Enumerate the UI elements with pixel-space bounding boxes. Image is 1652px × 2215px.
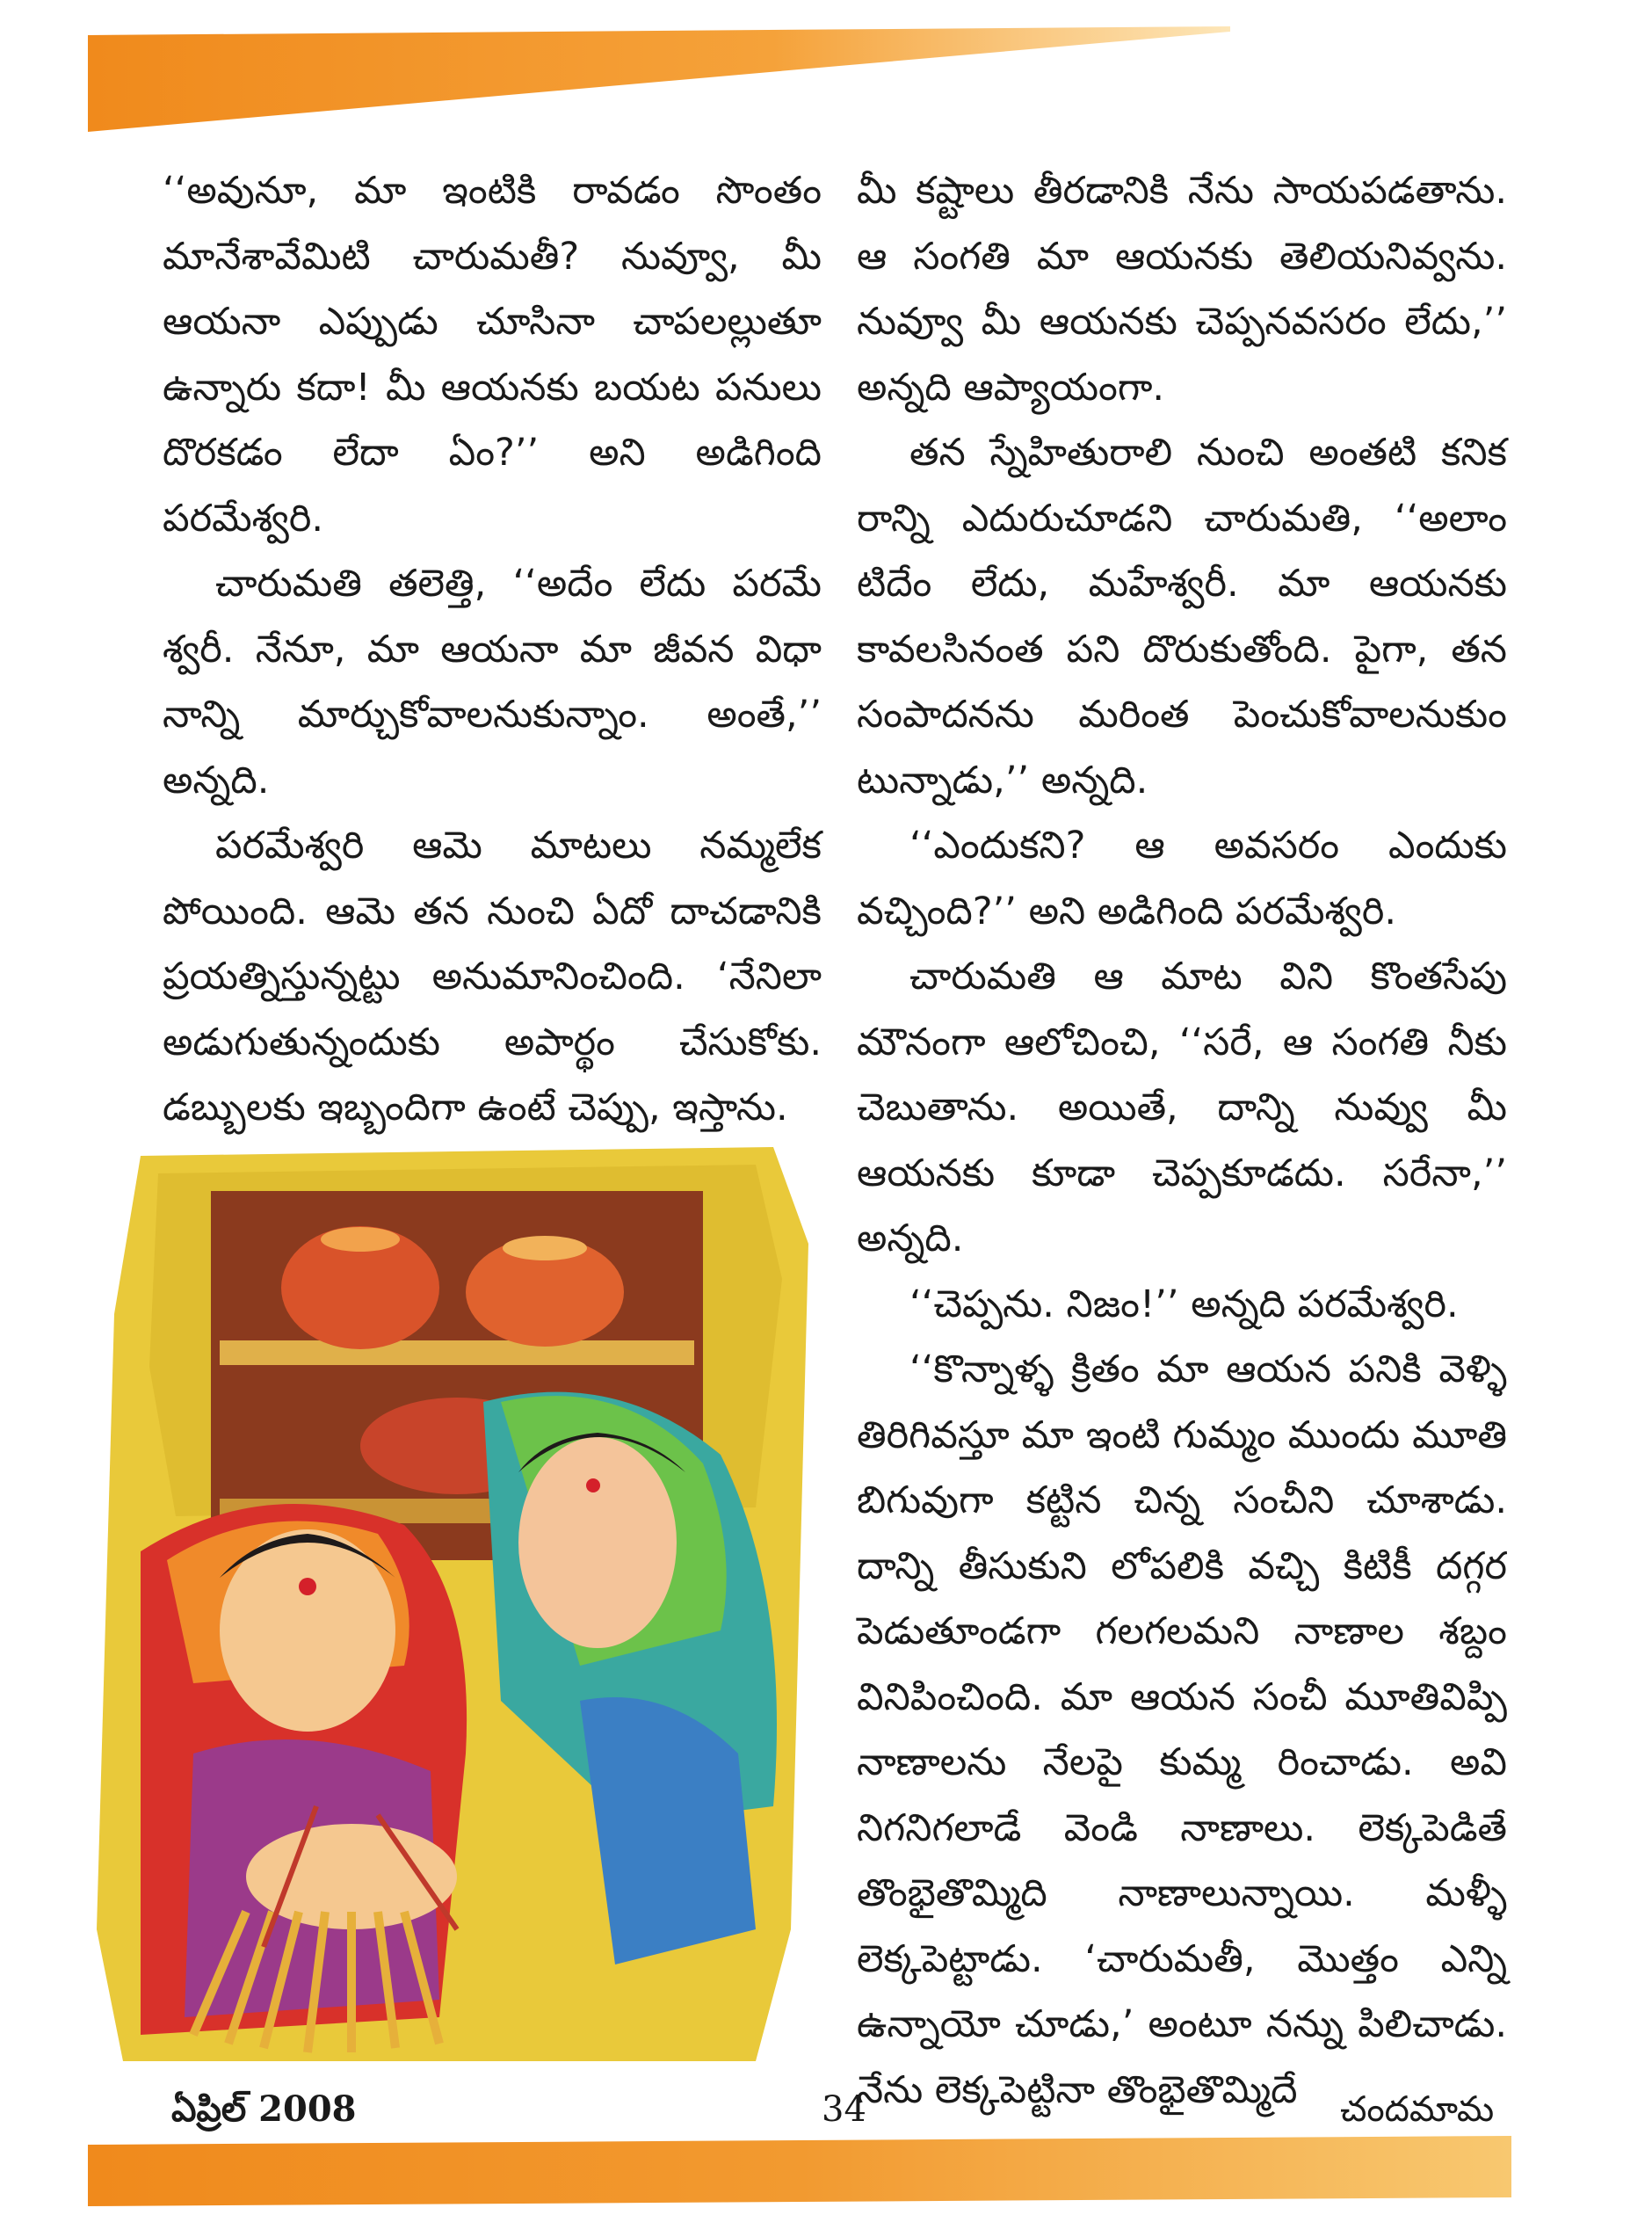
paragraph: ‘‘చెప్పను. నిజం!’’ అన్నది పరమేశ్వరి. (909, 1282, 1459, 1326)
paragraph: తన స్నేహితురాలి నుంచి అంతటి కనిక రాన్ని ఎదురుచూడని చారుమతి, ‘‘అలాం టిదేం లేదు, మహేశ్వరీ. మా ఆయనకు కావలసినంత పని దొరుకుతోంది. పైగా, తన సంపాదనను మరింత పెంచుకోవాలనుకుం టున్నాడు,’’ అన్నది. (857, 431, 1507, 802)
bottom-decorative-band (88, 2127, 1511, 2206)
paragraph: మీ కష్టాలు తీరడానికి నేను సాయపడతాను. ఆ సంగతి మా ఆయనకు తెలియనివ్వను. నువ్వూ మీ ఆయనకు చెప్పనవసరం లేదు,’’ అన్నది ఆప్యాయంగా. (857, 169, 1507, 410)
top-decorative-band (88, 26, 1230, 132)
paragraph: ‘‘ఎందుకని? ఆ అవసరం ఎందుకు వచ్చింది?’’ అని అడిగింది పరమేశ్వరి. (857, 824, 1507, 933)
paragraph: చారుమతి తలెత్తి, ‘‘అదేం లేదు పరమే శ్వరీ. నేనూ, మా ఆయనా మా జీవన విధా నాన్ని మార్చుకోవాలనుకున్నాం. అంతే,’’ అన్నది. (163, 562, 822, 802)
paragraph: ‘‘కొన్నాళ్ళ క్రితం మా ఆయన పనికి వెళ్ళి తిరిగివస్తూ మా ఇంటి గుమ్మం ముందు మూతి బిగువుగా కట్టిన చిన్న సంచీని చూశాడు. దాన్ని తీసుకుని లోపలికి వచ్చి కిటికీ దగ్గర పెడుతూండగా గలగలమని నాణాల శబ్దం వినిపించింది. మా ఆయన సంచీ మూతివిప్పి నాణాలను నేలపై కుమ్మ రించాడు. అవి నిగనిగలాడే వెండి నాణాలు. లెక్కపెడితే తొంభైతొమ్మిది నాణాలున్నాయి. మళ్ళీ లెక్కపెట్టాడు. ‘చారుమతీ, మొత్తం ఎన్ని ఉన్నాయో చూడు,’ అంటూ నన్ను పిలిచాడు. నేను లెక్కపెట్టినా తొంభైతొమ్మిదే (857, 1347, 1507, 2112)
left-text-column (163, 158, 822, 1141)
magazine-name: చందమామ (1340, 2089, 1495, 2130)
paragraph: ‘‘అవునూ, మా ఇంటికి రావడం సొంతం మానేశావేమిటి చారుమతీ? నువ్వూ, మీ ఆయనా ఎప్పుడు చూసినా చాపలల్లుతూ ఉన్నారు కదా! మీ ఆయనకు బయట పనులు దొరకడం లేదా ఏం?’’ అని అడిగింది పరమేశ్వరి. (163, 169, 822, 541)
story-illustration (88, 1138, 844, 2070)
paragraph: చారుమతి ఆ మాట విని కొంతసేపు మౌనంగా ఆలోచించి, ‘‘సరే, ఆ సంగతి నీకు చెబుతాను. అయితే, దాన్ని నువ్వు మీ ఆయనకు కూడా చెప్పకూడదు. సరేనా,’’ అన్నది. (857, 955, 1507, 1260)
issue-date: ఏప్రిల్ 2008 (171, 2088, 357, 2130)
right-text-column (857, 158, 1507, 2123)
paragraph: పరమేశ్వరి ఆమె మాటలు నమ్మలేక పోయింది. ఆమె తన నుంచి ఏదో దాచడానికి ప్రయత్నిస్తున్నట్టు అనుమానించింది. ‘నేనిలా అడుగుతున్నందుకు అపార్థం చేసుకోకు. డబ్బులకు ఇబ్బందిగా ఉంటే చెప్పు, ఇస్తాను. (163, 824, 822, 1129)
page-number: 34 (822, 2089, 866, 2130)
